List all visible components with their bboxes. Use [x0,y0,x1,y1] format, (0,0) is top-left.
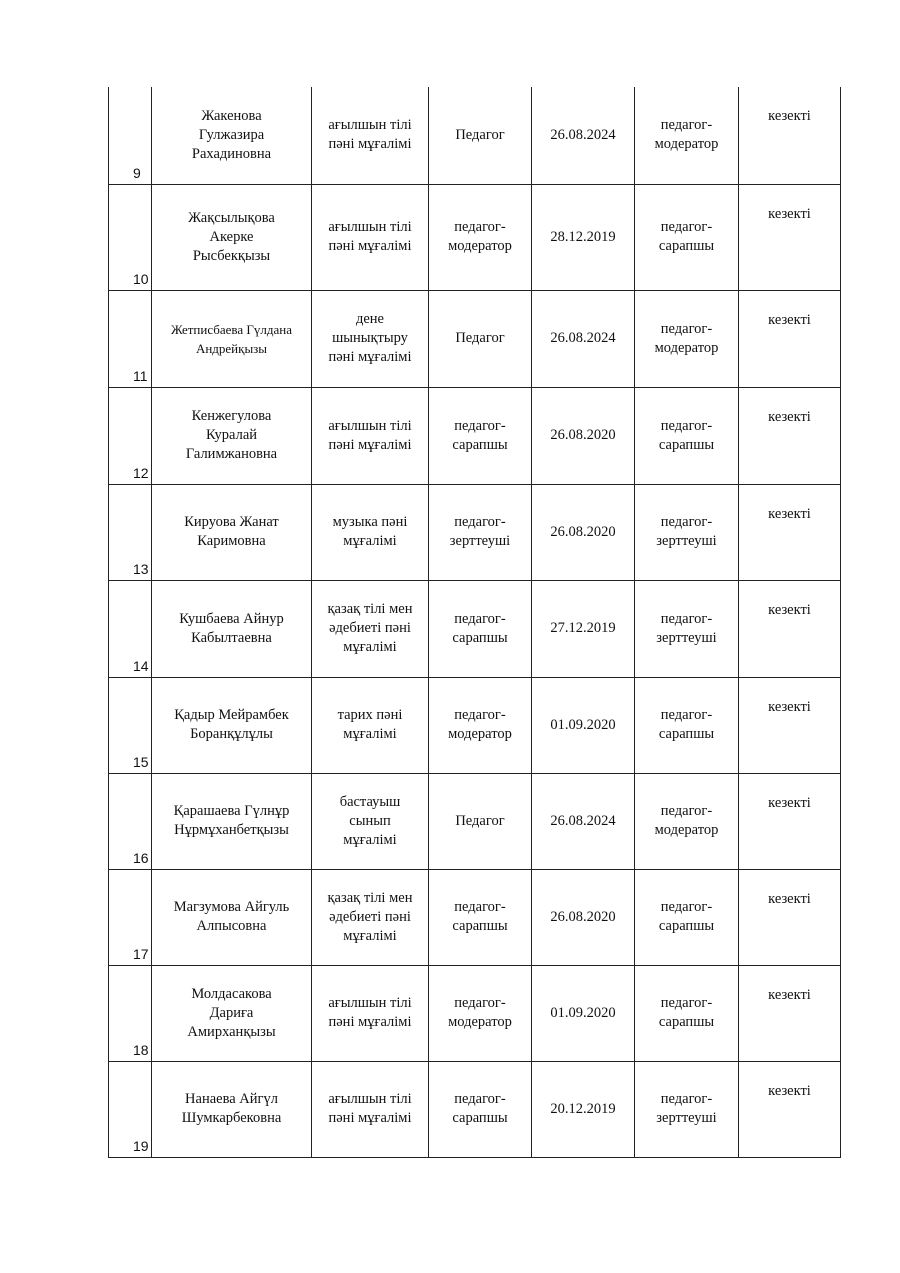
subject: тарих пәні мұғалімі [312,677,429,773]
table-row [109,484,841,580]
current-category: Педагог [429,87,532,184]
row-number: 12 [109,387,152,484]
teacher-name: Кенжегулова Куралай Галимжановна [152,387,312,484]
attestation-type: кезекті [739,580,841,677]
table-row [109,677,841,773]
teacher-name: Қарашаева Гүлнұр Нұрмұханбетқызы [152,773,312,869]
attestation-type: кезекті [739,290,841,387]
current-category: педагог- сарапшы [429,1061,532,1157]
next-category: педагог- сарапшы [635,677,739,773]
next-category: педагог- зерттеуші [635,484,739,580]
staff-attestation-table [108,87,841,1158]
table-row [109,580,841,677]
table-row [109,387,841,484]
current-category: педагог- сарапшы [429,869,532,965]
teacher-name: Кируова Жанат Каримовна [152,484,312,580]
current-category: педагог- зерттеуші [429,484,532,580]
teacher-name: Магзумова Айгуль Алпысовна [152,869,312,965]
attestation-type: кезекті [739,869,841,965]
row-number: 15 [109,677,152,773]
table-row [109,965,841,1061]
table-body [109,87,841,1157]
attestation-date: 26.08.2024 [532,87,635,184]
teacher-name: Жақсылықова Акерке Рысбекқызы [152,184,312,290]
next-category: педагог- модератор [635,87,739,184]
teacher-name: Қадыр Мейрамбек Боранқұлұлы [152,677,312,773]
row-number: 14 [109,580,152,677]
teacher-name: Нанаева Айгүл Шумкарбековна [152,1061,312,1157]
attestation-date: 20.12.2019 [532,1061,635,1157]
subject: музыка пәні мұғалімі [312,484,429,580]
row-number: 18 [109,965,152,1061]
attestation-date: 26.08.2020 [532,869,635,965]
attestation-date: 26.08.2024 [532,773,635,869]
row-number: 10 [109,184,152,290]
next-category: педагог- сарапшы [635,387,739,484]
next-category: педагог- зерттеуші [635,580,739,677]
teacher-name: Жакенова Гулжазира Рахадиновна [152,87,312,184]
attestation-type: кезекті [739,1061,841,1157]
row-number: 17 [109,869,152,965]
attestation-type: кезекті [739,773,841,869]
teacher-name: Кушбаева Айнур Кабылтаевна [152,580,312,677]
row-number: 9 [109,87,152,184]
attestation-date: 01.09.2020 [532,965,635,1061]
teacher-name: Жетписбаева Гүлдана Андрейқызы [152,290,312,387]
subject: бастауыш сынып мұғалімі [312,773,429,869]
row-number: 16 [109,773,152,869]
subject: ағылшын тілі пәні мұғалімі [312,387,429,484]
subject: дене шынықтыру пәні мұғалімі [312,290,429,387]
attestation-date: 01.09.2020 [532,677,635,773]
next-category: педагог- сарапшы [635,184,739,290]
attestation-type: кезекті [739,484,841,580]
next-category: педагог- модератор [635,773,739,869]
attestation-date: 26.08.2020 [532,387,635,484]
attestation-type: кезекті [739,184,841,290]
current-category: педагог- модератор [429,965,532,1061]
subject: қазақ тілі мен әдебиеті пәні мұғалімі [312,580,429,677]
attestation-date: 27.12.2019 [532,580,635,677]
table-row [109,290,841,387]
attestation-type: кезекті [739,87,841,184]
current-category: Педагог [429,290,532,387]
subject: ағылшын тілі пәні мұғалімі [312,965,429,1061]
attestation-date: 26.08.2020 [532,484,635,580]
attestation-type: кезекті [739,387,841,484]
current-category: педагог- модератор [429,184,532,290]
subject: ағылшын тілі пәні мұғалімі [312,1061,429,1157]
row-number: 13 [109,484,152,580]
table-row [109,184,841,290]
table-row [109,869,841,965]
attestation-date: 26.08.2024 [532,290,635,387]
attestation-type: кезекті [739,677,841,773]
current-category: педагог- модератор [429,677,532,773]
table-row [109,1061,841,1157]
current-category: педагог- сарапшы [429,580,532,677]
attestation-date: 28.12.2019 [532,184,635,290]
attestation-type: кезекті [739,965,841,1061]
row-number: 19 [109,1061,152,1157]
teacher-name: Молдасакова Дариға Амирханқызы [152,965,312,1061]
next-category: педагог- модератор [635,290,739,387]
subject: қазақ тілі мен әдебиеті пәні мұғалімі [312,869,429,965]
current-category: Педагог [429,773,532,869]
next-category: педагог- сарапшы [635,869,739,965]
next-category: педагог- сарапшы [635,965,739,1061]
table-row [109,87,841,184]
next-category: педагог- зерттеуші [635,1061,739,1157]
table-row [109,773,841,869]
subject: ағылшын тілі пәні мұғалімі [312,87,429,184]
current-category: педагог- сарапшы [429,387,532,484]
subject: ағылшын тілі пәні мұғалімі [312,184,429,290]
row-number: 11 [109,290,152,387]
